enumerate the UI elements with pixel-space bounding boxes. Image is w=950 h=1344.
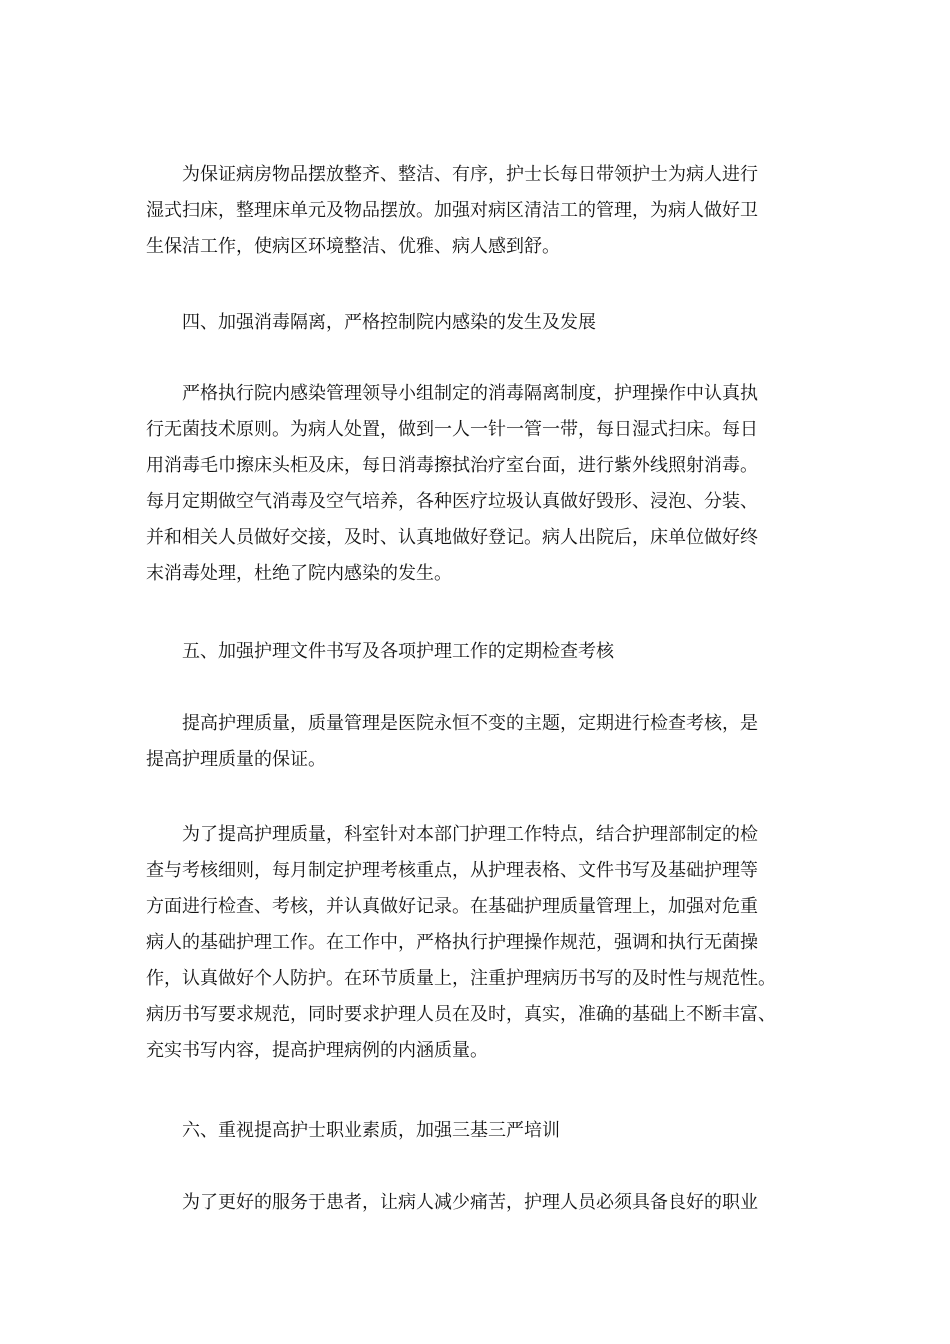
heading-line: 五、加强护理文件书写及各项护理工作的定期检查考核 [182,641,614,662]
text-line: 严格执行院内感染管理领导小组制定的消毒隔离制度，护理操作中认真执 [182,383,758,404]
text-line: 每月定期做空气消毒及空气培养，各种医疗垃圾认真做好毁形、浸泡、分装、 [146,491,758,512]
text-line: 为了提高护理质量，科室针对本部门护理工作特点，结合护理部制定的检 [182,824,758,845]
paragraph-disinfection [146,376,806,592]
paragraph-professional-quality [146,1185,806,1221]
text-line: 病人的基础护理工作。在工作中，严格执行护理操作规范，强调和执行无菌操 [146,932,758,953]
text-line: 病历书写要求规范，同时要求护理人员在及时，真实，准确的基础上不断丰富、 [146,1004,776,1025]
text-line: 行无菌技术原则。为病人处置，做到一人一针一管一带，每日湿式扫床。每日 [146,419,758,440]
section-heading-5 [146,634,806,670]
text-line: 并和相关人员做好交接，及时、认真地做好登记。病人出院后，床单位做好终 [146,527,758,548]
text-line: 提高护理质量，质量管理是医院永恒不变的主题，定期进行检查考核，是 [182,713,758,734]
heading-line: 六、重视提高护士职业素质，加强三基三严培训 [182,1120,560,1141]
section-heading-4 [146,305,806,341]
text-line: 充实书写内容，提高护理病例的内涵质量。 [146,1040,488,1061]
text-line: 提高护理质量的保证。 [146,749,326,770]
text-line: 查与考核细则，每月制定护理考核重点，从护理表格、文件书写及基础护理等 [146,860,758,881]
paragraph-nursing-quality [146,817,806,1069]
text-line: 方面进行检查、考核，并认真做好记录。在基础护理质量管理上，加强对危重 [146,896,758,917]
text-line: 用消毒毛巾擦床头柜及床，每日消毒擦拭治疗室台面，进行紫外线照射消毒。 [146,455,758,476]
text-line: 末消毒处理，杜绝了院内感染的发生。 [146,563,452,584]
text-line: 为保证病房物品摆放整齐、整洁、有序，护士长每日带领护士为病人进行 [182,164,758,185]
paragraph-quality-management [146,706,806,778]
section-heading-6 [146,1113,806,1149]
text-line: 生保洁工作，使病区环境整洁、优雅、病人感到舒。 [146,236,560,257]
text-line: 为了更好的服务于患者，让病人减少痛苦，护理人员必须具备良好的职业 [182,1192,758,1213]
paragraph-ward-tidiness [146,157,806,265]
text-line: 作，认真做好个人防护。在环节质量上，注重护理病历书写的及时性与规范性。 [146,968,776,989]
text-line: 湿式扫床，整理床单元及物品摆放。加强对病区清洁工的管理，为病人做好卫 [146,200,758,221]
heading-line: 四、加强消毒隔离，严格控制院内感染的发生及发展 [182,312,596,333]
